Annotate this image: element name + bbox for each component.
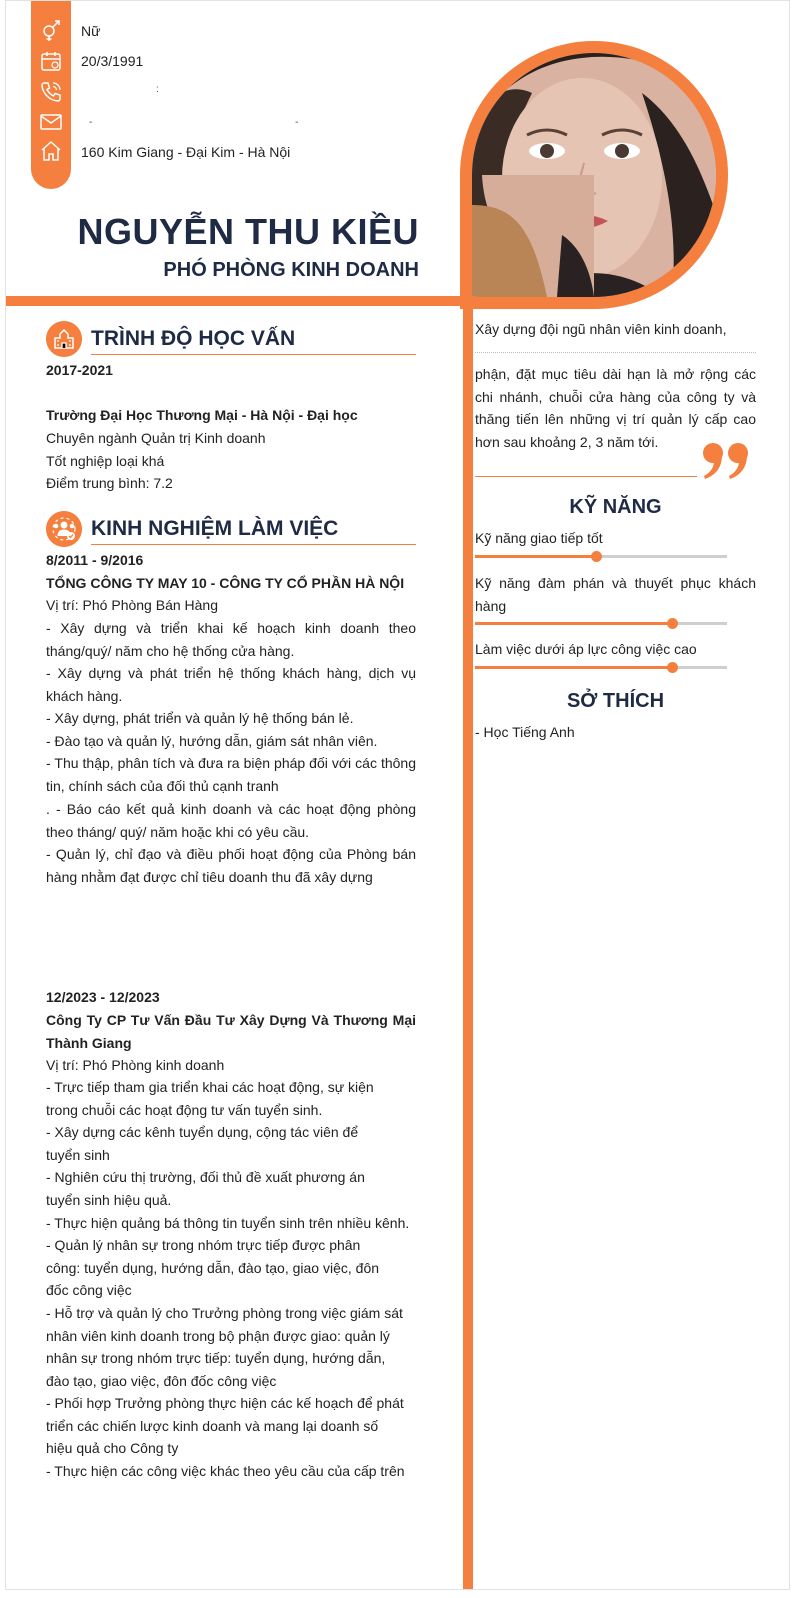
education-heading-text: TRÌNH ĐỘ HỌC VẤN — [91, 327, 296, 350]
skills-heading: KỸ NĂNG — [569, 496, 662, 518]
email-text: - - — [89, 117, 399, 128]
email-icon — [39, 110, 63, 134]
skill-bar — [475, 666, 727, 669]
job2-duty: - Trực tiếp tham gia triển khai các hoạt động, sự kiện trong chuỗi các hoạt động tư vấn tuyển sinh. — [46, 1079, 374, 1118]
education-major: Chuyên ngành Quản trị Kinh doanh — [46, 430, 266, 446]
skill-bar-fill — [475, 666, 672, 669]
candidate-name: NGUYỄN THU KIỀU — [77, 211, 419, 252]
cv-page — [5, 0, 790, 1590]
skill-bar-knob — [667, 618, 678, 629]
quote-icon — [702, 443, 750, 479]
job1-period: 8/2011 - 9/2016 — [46, 552, 144, 568]
skill-label: Kỹ năng đàm phán và thuyết phục khách hàng — [475, 575, 756, 614]
experience-heading-rule — [91, 544, 416, 545]
school-icon — [46, 321, 82, 357]
skill-bar — [475, 622, 727, 625]
education-period: 2017-2021 — [46, 362, 113, 378]
job2-role: Vị trí: Phó Phòng kinh doanh — [46, 1057, 225, 1073]
experience-heading — [46, 511, 416, 547]
job2-duty: - Quản lý nhân sự trong nhóm trực tiếp được phân công: tuyển dụng, hướng dẫn, đào tạo, giao việc, đôn đốc công việc — [46, 1237, 380, 1299]
job2-period: 12/2023 - 12/2023 — [46, 989, 160, 1005]
address-text: 160 Kim Giang - Đại Kim - Hà Nội — [81, 144, 291, 160]
skill-label: Làm việc dưới áp lực công việc cao — [475, 641, 697, 657]
job2-duty: - Hỗ trợ và quản lý cho Trưởng phòng trong việc giám sát nhân viên kinh doanh trong bộ phận được giao: quản lý nhân sự trong nhóm trực tiếp: tuyển dụng, hướng dẫn, đào tạo, giao việc, đôn đốc công việc — [46, 1305, 403, 1389]
phone-icon — [39, 80, 63, 104]
objective-hidden-line — [475, 352, 756, 354]
job1-duty: - Thu thập, phân tích và đưa ra biện pháp đối với các thông tin, chính sách của đối thủ cạnh tranh — [46, 755, 416, 794]
job1-duty: - Xây dựng và triển khai kế hoạch kinh doanh theo tháng/quý/ năm cho hệ thống cửa hàng. — [46, 620, 416, 659]
skill-bar-knob — [667, 662, 678, 673]
education-gpa: Điểm trung bình: 7.2 — [46, 475, 173, 491]
gender-icon — [39, 19, 63, 43]
gender-text: Nữ — [81, 23, 101, 39]
objective-text: phận, đặt mục tiêu dài hạn là mở rộng các chi nhánh, chuỗi cửa hàng của công ty và thăng tiến lên những vị trí quản lý cấp cao hơn sau khoảng 2, 3 năm tới. — [475, 366, 756, 450]
skill-bar-fill — [475, 622, 672, 625]
calendar-icon — [39, 49, 63, 73]
skill-bar-knob — [591, 551, 602, 562]
birthday-text: 20/3/1991 — [81, 53, 144, 69]
candidate-position: PHÓ PHÒNG KINH DOANH — [163, 259, 419, 281]
phone-text: : — [156, 84, 159, 95]
job1-duty: - Đào tạo và quản lý, hướng dẫn, giám sát nhân viên. — [46, 733, 378, 749]
job2-duty: - Thực hiện quảng bá thông tin tuyển sinh trên nhiều kênh. — [46, 1215, 410, 1231]
experience-heading-text: KINH NGHIỆM LÀM VIỆC — [91, 517, 339, 540]
job1-duty: - Xây dựng, phát triển và quản lý hệ thống bán lẻ. — [46, 710, 354, 726]
job1-duty: - Quản lý, chỉ đạo và điều phối hoạt động của Phòng bán hàng nhằm đạt được chỉ tiêu doanh thu đã xây dựng — [46, 846, 416, 885]
hobbies-heading: SỞ THÍCH — [566, 690, 665, 712]
job1-duty: - Xây dựng và phát triển hệ thống khách hàng, dịch vụ khách hàng. — [46, 665, 416, 704]
skill-label: Kỹ năng giao tiếp tốt — [475, 530, 603, 546]
hobby-item: - Học Tiếng Anh — [475, 724, 575, 740]
job2-duty: - Nghiên cứu thị trường, đối thủ đề xuất phương án tuyển sinh hiệu quả. — [46, 1169, 365, 1208]
home-icon — [39, 139, 63, 163]
header-divider — [6, 296, 476, 306]
skill-bar-fill — [475, 555, 596, 558]
job2-duty: - Xây dựng các kênh tuyển dụng, cộng tác viên để tuyển sinh — [46, 1124, 359, 1163]
objective-line1: Xây dựng đội ngũ nhân viên kinh doanh, — [475, 321, 727, 337]
profile-photo-corner — [472, 175, 594, 297]
quote-rule — [475, 476, 697, 477]
skill-bar — [475, 555, 727, 558]
job1-company: TỔNG CÔNG TY MAY 10 - CÔNG TY CỔ PHẦN HÀ NỘI — [46, 575, 405, 591]
team-icon — [46, 511, 82, 547]
job2-company: Công Ty CP Tư Vấn Đầu Tư Xây Dựng Và Thương Mại Thành Giang — [46, 1012, 416, 1051]
education-heading — [46, 321, 416, 357]
education-heading-rule — [91, 354, 416, 355]
job2-duty: - Phối hợp Trưởng phòng thực hiện các kế hoạch để phát triển các chiến lược kinh doanh và mang lại doanh số hiệu quả cho Công ty — [46, 1395, 404, 1457]
job1-role: Vị trí: Phó Phòng Bán Hàng — [46, 597, 218, 613]
column-divider — [463, 301, 473, 1590]
education-grade: Tốt nghiệp loại khá — [46, 453, 165, 469]
education-school: Trường Đại Học Thương Mại - Hà Nội - Đại học — [46, 407, 358, 423]
job2-duty: - Thực hiện các công việc khác theo yêu cầu của cấp trên — [46, 1463, 405, 1479]
job1-duty: . - Báo cáo kết quả kinh doanh và các hoạt động phòng theo tháng/ quý/ năm hoặc khi có yêu cầu. — [46, 801, 416, 840]
